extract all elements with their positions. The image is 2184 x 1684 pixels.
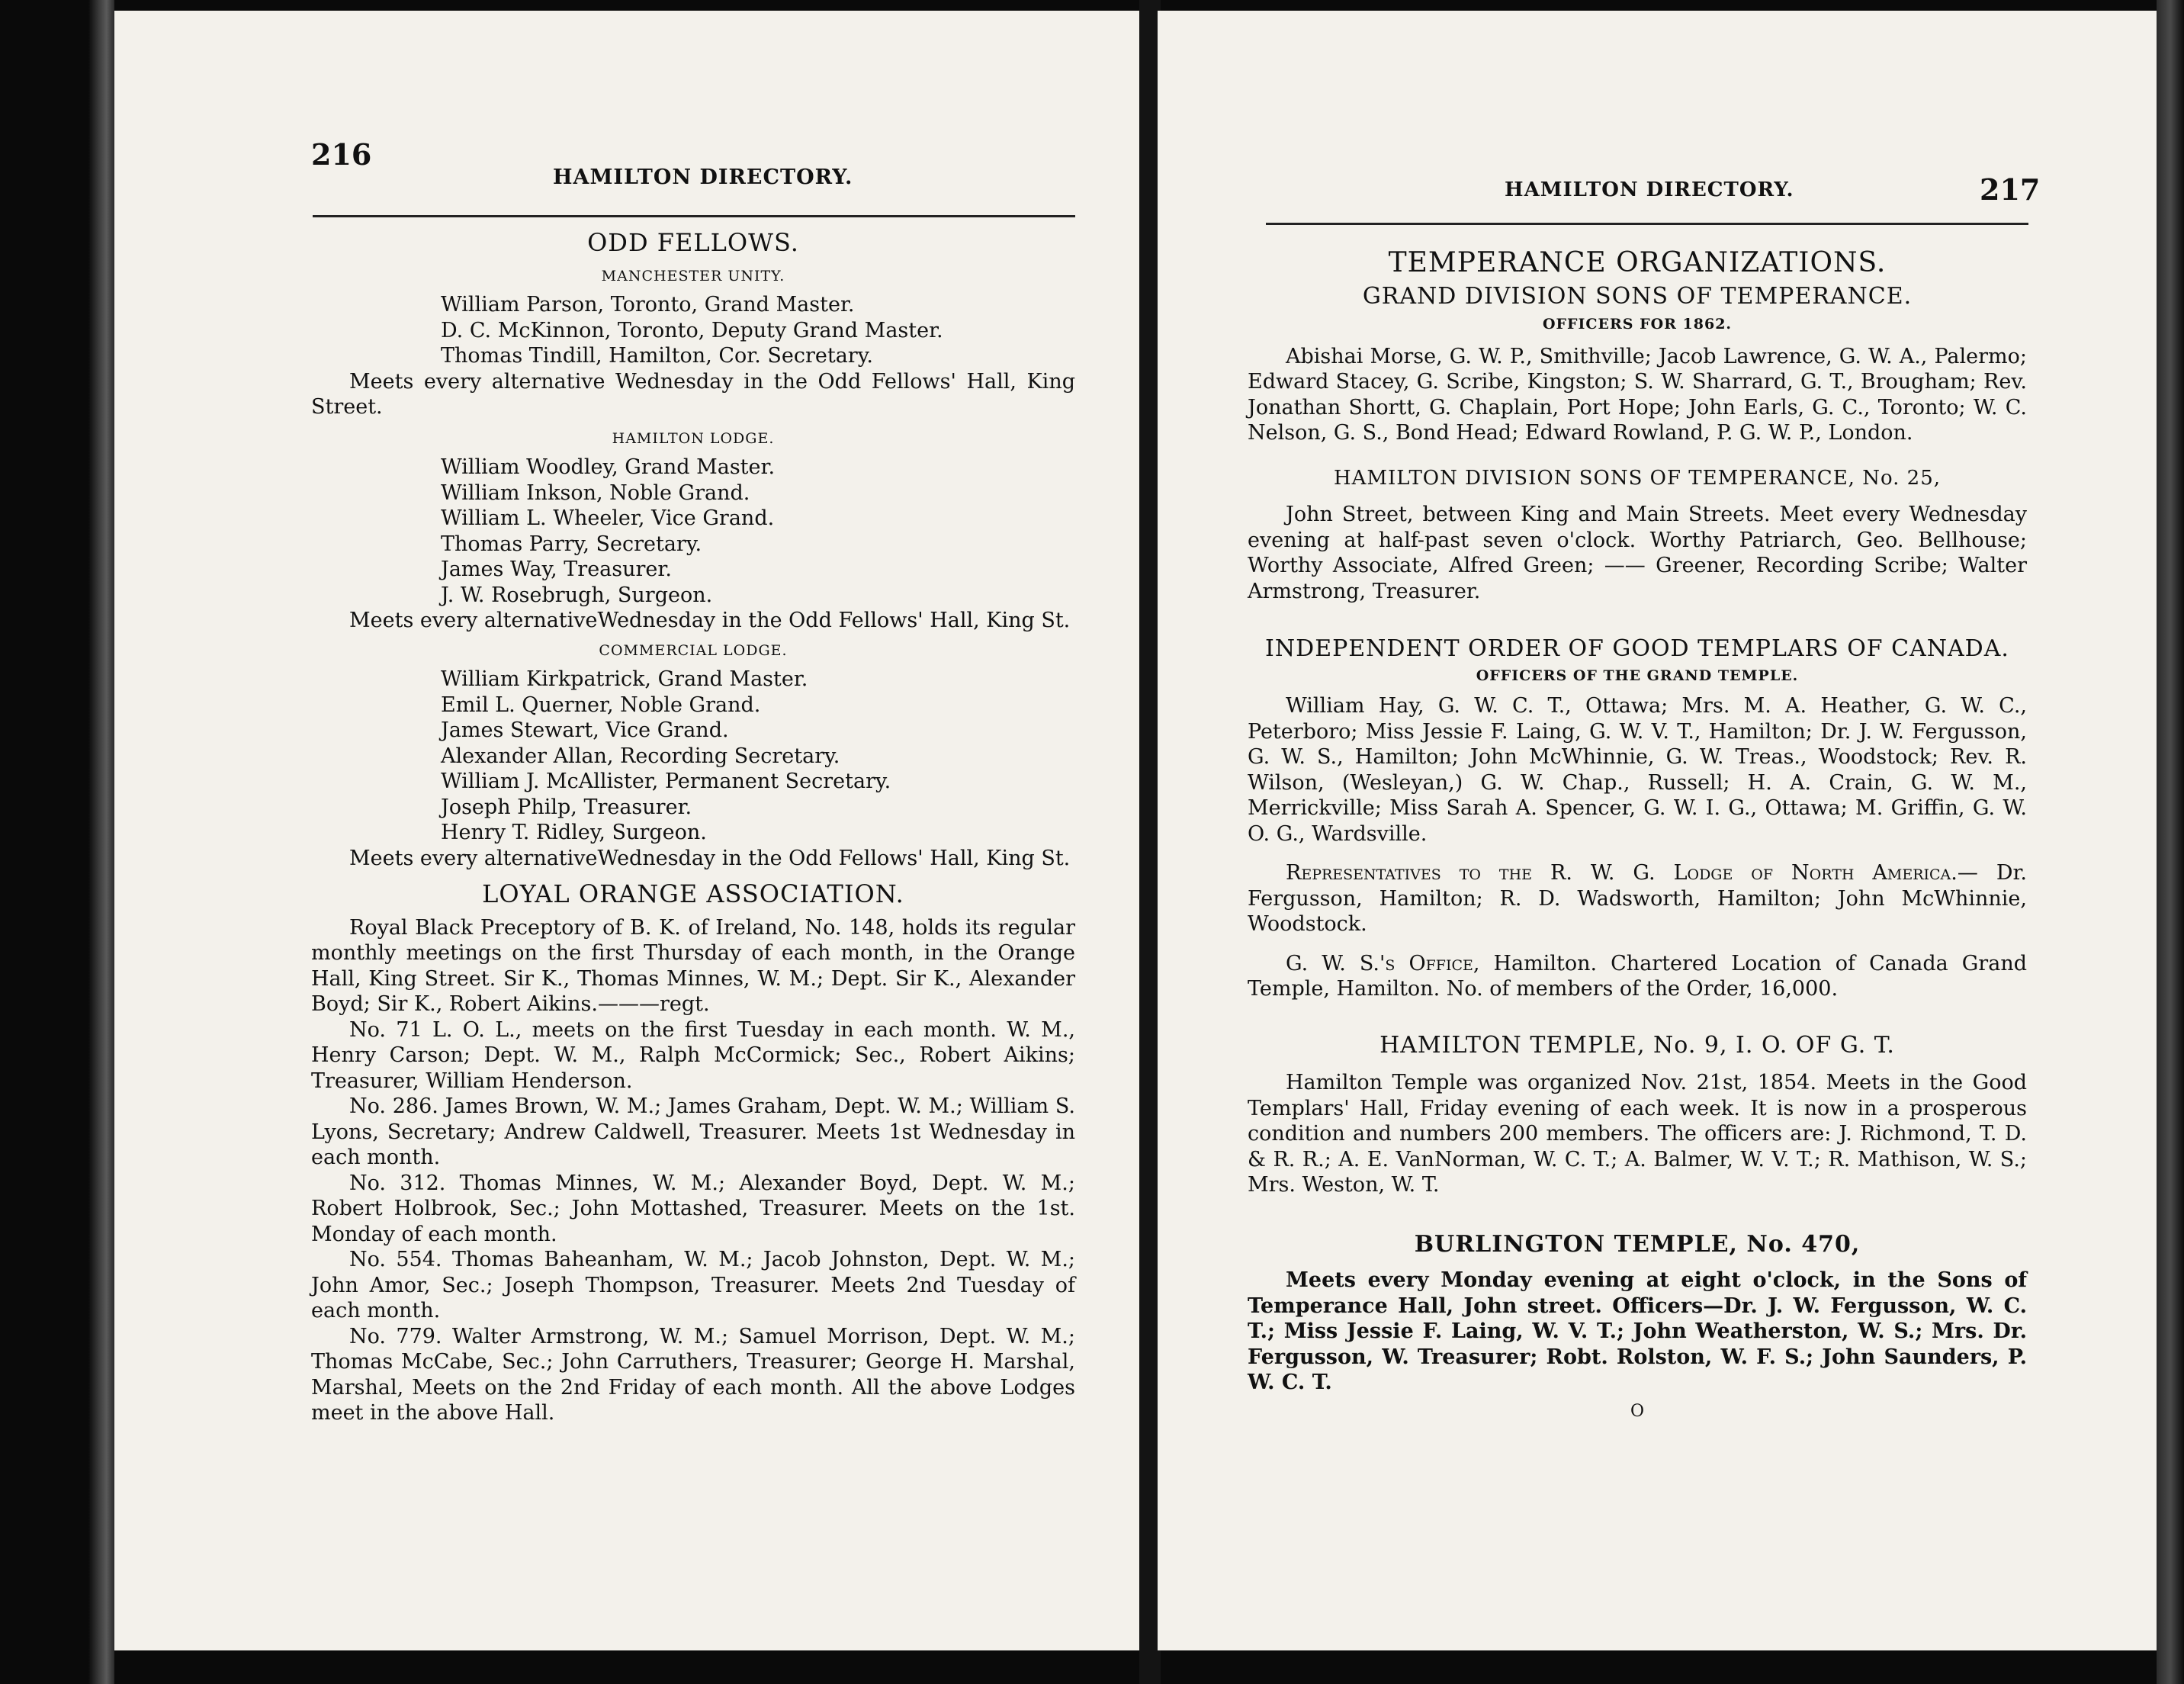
burlington-temple-text: Meets every Monday evening at eight o'clock, in the Sons of Temperance Hall, John street. Officers—Dr. J. W. Fergusson, W. C. T.; Miss Jessie F. Laing, W. V. T.; John Weatherston, W. S.; Mrs. Dr. Fergusson, W. Treasurer; Robt. Rolston, W. F. S.; John Saunders, P. W. C. T. <box>1248 1268 2027 1394</box>
hamilton-division-text: John Street, between King and Main Streets. Meet every Wednesday evening at half-past seven o'clock. Worthy Patriarch, Geo. Bellhouse; Worthy Associate, Alfred Green; —— Greener, Recording Scribe; Walter Armstrong, Treasurer. <box>1248 503 2027 603</box>
right-page-number: 217 <box>1980 172 2041 207</box>
commercial-lodge-meets: Meets every alternativeWednesday in the Odd Fellows' Hall, King St. <box>349 846 1071 870</box>
right-page <box>1158 11 2157 1650</box>
grand-division-heading: GRAND DIVISION SONS OF TEMPERANCE. <box>1362 282 1913 310</box>
hamilton-temple-text: Hamilton Temple was organized Nov. 21st, 1854. Meets in the Good Templars' Hall, Friday evening of each week. It is now in a prosperous condition and numbers 200 members. The officers are: J. Richmond, T. D. & R. R.; A. E. VanNorman, W. C. T.; A. Balmer, W. V. T.; R. Mathison, W. S.; Mrs. Weston, W. T. <box>1248 1071 2027 1197</box>
left-page-number: 216 <box>311 137 372 172</box>
good-templars-subheading: OFFICERS OF THE GRAND TEMPLE. <box>1476 667 1799 684</box>
left-book-edge <box>88 0 114 1684</box>
grand-division-text: Abishai Morse, G. W. P., Smithville; Jacob Lawrence, G. W. A., Palermo; Edward Stacey, G. Scribe, Kingston; S. W. Sharrard, G. T., Brougham; Rev. Jonathan Shortt, G. Chaplain, Port Hope; John Earls, G. C., Toronto; W. C. Nelson, G. S., Bond Head; Edward Rowland, P. G. W. P., London. <box>1248 344 2027 445</box>
right-book-edge <box>2157 0 2184 1684</box>
left-page <box>114 11 1151 1650</box>
right-header-rule <box>1266 223 2028 225</box>
officer-line: William Parson, Toronto, Grand Master. <box>441 293 855 317</box>
right-running-head: HAMILTON DIRECTORY. <box>1505 178 1794 201</box>
officer-line: Emil L. Querner, Noble Grand. <box>441 693 761 717</box>
officer-line: William L. Wheeler, Vice Grand. <box>441 506 775 530</box>
officer-line: Joseph Philp, Treasurer. <box>441 795 692 819</box>
officer-line: James Way, Treasurer. <box>441 558 672 581</box>
representatives-text: Dr. Fergusson, Hamilton; R. D. Wadsworth, Hamilton; John McWhinnie, Woodstock. <box>1248 861 2027 936</box>
officer-line: Thomas Tindill, Hamilton, Cor. Secretary. <box>441 344 873 368</box>
right-column <box>1248 247 2027 1424</box>
hamilton-lodge-meets: Meets every alternativeWednesday in the Odd Fellows' Hall, King St. <box>349 609 1071 632</box>
officer-line: Thomas Parry, Secretary. <box>441 532 702 556</box>
officer-line: Henry T. Ridley, Surgeon. <box>441 821 707 844</box>
officer-line: Alexander Allan, Recording Secretary. <box>441 744 840 768</box>
lodge-paragraph: No. 779. Walter Armstrong, W. M.; Samuel Morrison, Dept. W. M.; Thomas McCabe, Sec.; John Carruthers, Treasurer; George H. Marshal, Marshal, Meets on the 2nd Friday of each month. All the above Lodges meet in the above Hall. <box>311 1324 1075 1425</box>
office-paragraph <box>1248 951 2027 1002</box>
manchester-unity-heading: MANCHESTER UNITY. <box>601 267 785 284</box>
burlington-temple-heading: BURLINGTON TEMPLE, No. 470, <box>1414 1230 1861 1258</box>
officer-line: D. C. McKinnon, Toronto, Deputy Grand Master. <box>441 318 943 342</box>
representatives-paragraph <box>1248 860 2027 937</box>
officer-line: James Stewart, Vice Grand. <box>441 718 729 742</box>
officer-line: William Inkson, Noble Grand. <box>441 480 750 505</box>
hamilton-division-heading: HAMILTON DIVISION SONS OF TEMPERANCE, No. 25, <box>1333 466 1942 490</box>
lodge-paragraph: No. 312. Thomas Minnes, W. M.; Alexander Boyd, Dept. W. M.; Robert Holbrook, Sec.; John Mottashed, Treasurer. Meets on the 1st. Monday of each month. <box>311 1171 1075 1246</box>
odd-fellows-title: ODD FELLOWS. <box>587 228 799 257</box>
lodge-paragraph: No. 554. Thomas Baheanham, W. M.; Jacob Johnston, Dept. W. M.; John Amor, Sec.; Joseph Thompson, Treasurer. Meets 2nd Tuesday of each month. <box>311 1248 1075 1322</box>
officer-line: William Woodley, Grand Master. <box>441 455 776 479</box>
left-header-rule <box>313 215 1075 217</box>
left-column <box>311 230 1075 1426</box>
hamilton-lodge-heading: HAMILTON LODGE. <box>612 429 775 447</box>
officer-line: William Kirkpatrick, Grand Master. <box>441 667 808 691</box>
office-text: Hamilton. Chartered Location of Canada Grand Temple, Hamilton. No. of members of the Order, 16,000. <box>1248 951 2027 1001</box>
signature-mark: O <box>1630 1401 1645 1421</box>
good-templars-text: William Hay, G. W. C. T., Ottawa; Mrs. M. A. Heather, G. W. C., Peterboro; Miss Jessie F. Laing, G. W. V. T., Hamilton; Dr. J. W. Fergusson, G. W. S., Hamilton; John McWhinnie, G. W. Treas., Woodstock; Rev. R. Wilson, (Wesleyan,) G. W. Chap., Russell; H. A. Crain, G. W. M., Merrickville; Miss Sarah A. Spencer, G. W. I. G., Ottawa; M. Griffin, G. W. O. G., Wardsville. <box>1248 694 2027 846</box>
lodge-paragraph: No. 286. James Brown, W. M.; James Graham, Dept. W. M.; William S. Lyons, Secretary; Andrew Caldwell, Treasurer. Meets 1st Wednesday in each month. <box>311 1094 1075 1169</box>
representatives-lead: Representatives to the R. W. G. Lodge of North America.— <box>1286 861 1978 885</box>
commercial-lodge-heading: COMMERCIAL LODGE. <box>599 641 788 659</box>
hamilton-temple-heading: HAMILTON TEMPLE, No. 9, I. O. OF G. T. <box>1379 1031 1895 1059</box>
loyal-orange-title: LOYAL ORANGE ASSOCIATION. <box>482 879 904 908</box>
temperance-title: TEMPERANCE ORGANIZATIONS. <box>1388 247 1887 278</box>
good-templars-heading: INDEPENDENT ORDER OF GOOD TEMPLARS OF CANADA. <box>1265 635 2009 662</box>
officer-line: William J. McAllister, Permanent Secretary. <box>441 770 891 793</box>
left-running-head: HAMILTON DIRECTORY. <box>553 166 853 189</box>
officer-line: J. W. Rosebrugh, Surgeon. <box>441 583 713 607</box>
lodge-paragraph: No. 71 L. O. L., meets on the first Tuesday in each month. W. M., Henry Carson; Dept. W. M., Ralph McCormick; Sec., Robert Aikins; Treasurer, William Henderson. <box>311 1017 1075 1093</box>
grand-division-subheading: OFFICERS FOR 1862. <box>1542 316 1733 333</box>
manchester-meets: Meets every alternative Wednesday in the Odd Fellows' Hall, King Street. <box>311 369 1075 419</box>
office-lead: G. W. S.'s Office, <box>1286 951 1480 975</box>
lodge-paragraph: Royal Black Preceptory of B. K. of Ireland, No. 148, holds its regular monthly meetings on the first Thursday of each month, in the Orange Hall, King Street. Sir K., Thomas Minnes, W. M.; Dept. Sir K., Alexander Boyd; Sir K., Robert Aikins.———regt. <box>311 915 1075 1016</box>
